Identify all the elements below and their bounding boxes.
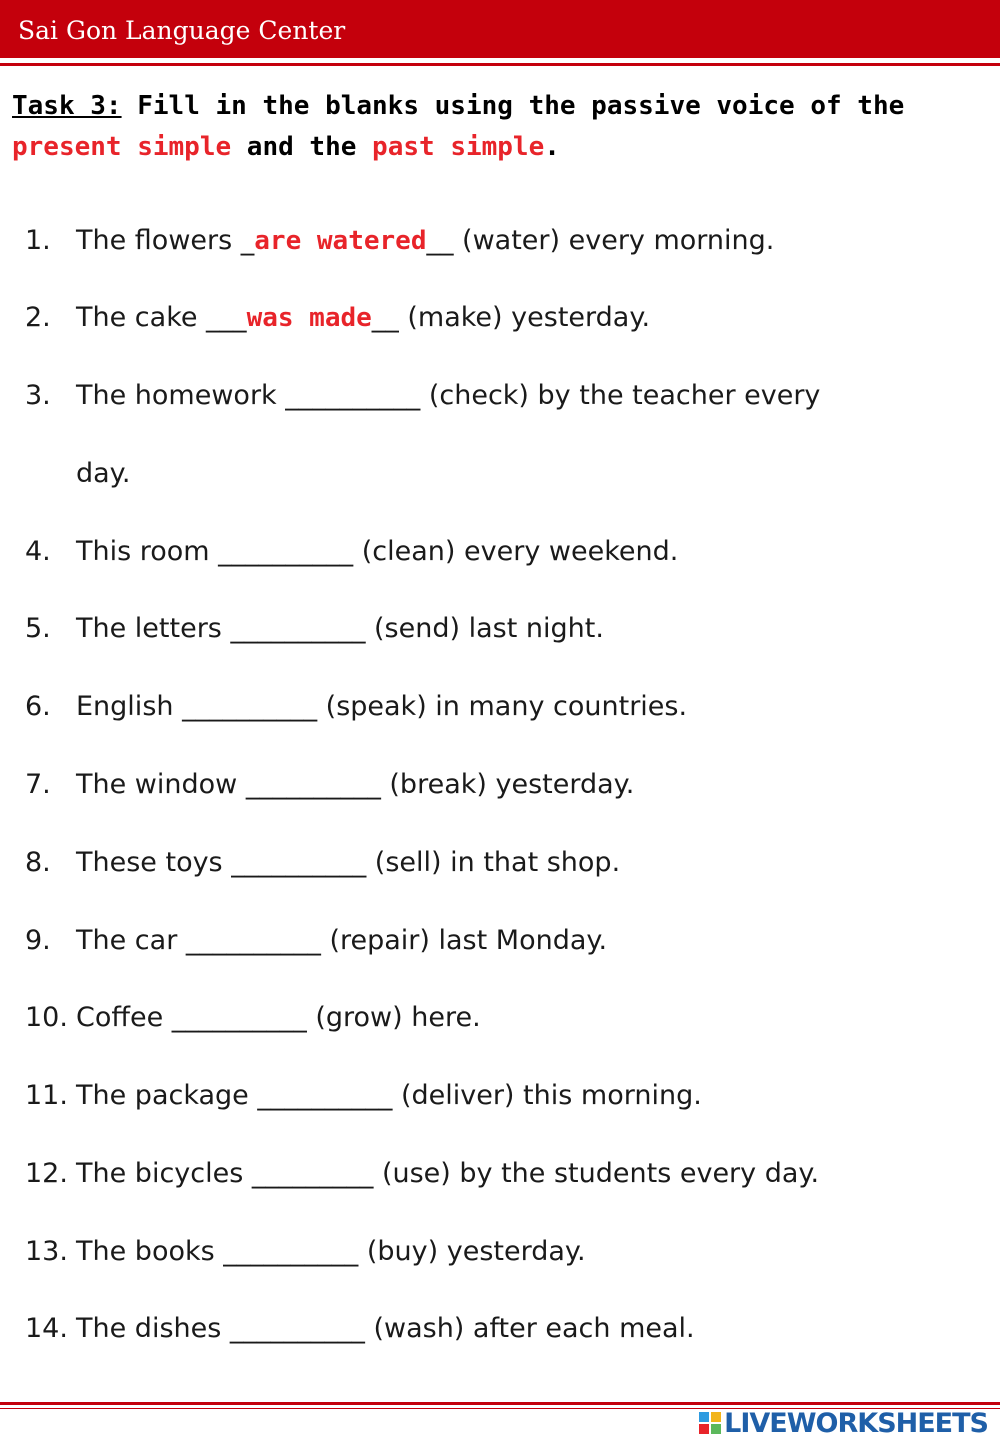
item-text: This room __________ (clean) every weekend. [76,536,679,567]
item-text: The dishes __________ (wash) after each meal. [76,1313,695,1344]
item-number: 5. [25,613,51,644]
logo-square-2 [711,1412,721,1422]
item-number: 10. [25,1002,68,1033]
item-text [76,221,774,261]
liveworksheets-logo[interactable] [699,1405,988,1441]
item-number: 9. [25,925,51,956]
item-text: The window __________ (break) yesterday. [76,769,635,800]
item-text: English __________ (speak) in many countries. [76,691,688,722]
task-label: Task 3: [12,91,122,121]
item-text: Coffee __________ (grow) here. [76,1002,481,1033]
item-text [76,298,650,338]
logo-square-4 [711,1424,721,1434]
item-number: 8. [25,847,51,878]
item-number: 6. [25,691,51,722]
tense-past-simple: past simple [372,132,545,162]
item-number: 3. [25,380,51,411]
item-number: 7. [25,769,51,800]
item-pre: The cake ___ [76,302,247,333]
item-pre: The flowers _ [76,225,255,256]
header-title: Sai Gon Language Center [18,16,346,45]
answer-field[interactable]: are watered [254,226,427,256]
liveworksheets-logo-text: LIVEWORKSHEETS [724,1407,988,1439]
item-text: The homework __________ (check) by the teacher every [76,380,821,411]
item-text: The bicycles _________ (use) by the students every day. [76,1158,820,1189]
task-end: . [544,132,560,162]
task-and: and the [231,132,373,162]
item-post: __ (make) yesterday. [371,302,651,333]
item-number: 2. [25,302,51,333]
item-number: 12. [25,1158,68,1189]
task-intro: Fill in the blanks using the passive voice of the [121,91,905,121]
item-text: The car __________ (repair) last Monday. [76,925,608,956]
item-3-continuation: day. [76,458,131,489]
logo-square-1 [699,1412,709,1422]
item-text: These toys __________ (sell) in that shop. [76,847,621,878]
item-number: 4. [25,536,51,567]
logo-square-3 [699,1424,709,1434]
item-text: The package __________ (deliver) this morning. [76,1080,702,1111]
item-text: The books __________ (buy) yesterday. [76,1236,586,1267]
item-number: 1. [25,225,51,256]
liveworksheets-logo-icon [699,1412,721,1434]
item-number: 13. [25,1236,68,1267]
item-post: __ (water) every morning. [426,225,775,256]
item-number: 11. [25,1080,68,1111]
answer-field[interactable]: was made [246,303,372,333]
item-text: The letters __________ (send) last night. [76,613,604,644]
item-number: 14. [25,1313,68,1344]
tense-present-simple: present simple [12,132,232,162]
